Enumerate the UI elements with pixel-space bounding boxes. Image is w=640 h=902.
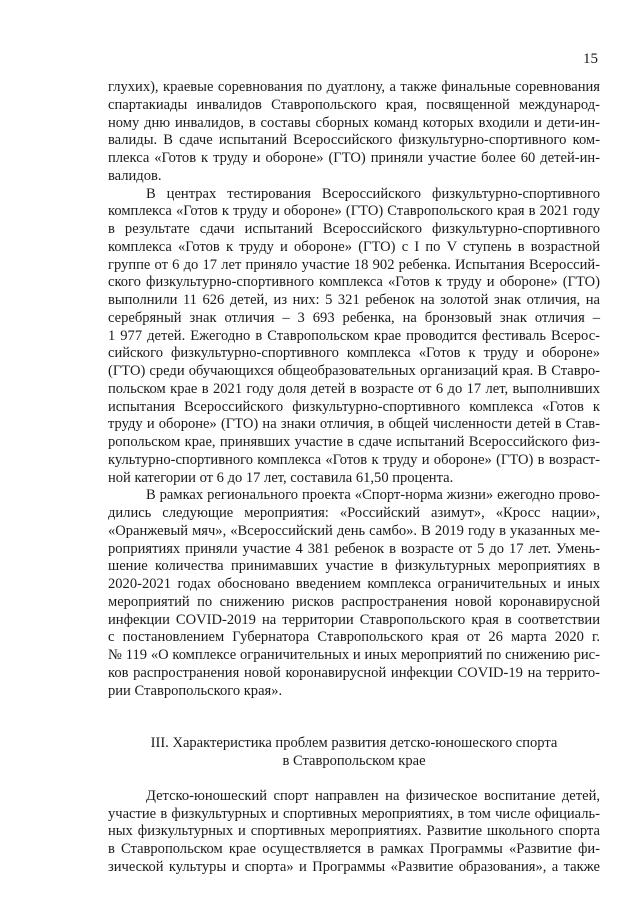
para3-line-5: шение количества принимавших участие в физкультурных мероприятиях в bbox=[108, 558, 600, 575]
para3-line-7: мероприятий по снижению рисков распространения новой коронавирусной bbox=[108, 593, 600, 610]
para2-line-16: культурно-спортивного комплекса «Готов к труду и обороне» (ГТО) в возраст- bbox=[108, 451, 600, 468]
document-body bbox=[108, 79, 600, 877]
para2-line-3: в результате сдачи испытаний Всероссийского физкультурно-спортивного bbox=[108, 221, 600, 237]
para2-line-5: группе от 6 до 17 лет приняло участие 18 902 ребенка. Испытания Всероссий- bbox=[108, 256, 600, 273]
para3-line-3: «Оранжевый мяч», «Всероссийский день самбо». В 2019 году в указанных ме- bbox=[108, 522, 600, 539]
para3-line-6: 2020-2021 годах обосновано введением комплекса ограничительных и иных bbox=[108, 576, 600, 592]
para2-line-13: испытания Всероссийского физкультурно-спортивного комплекса «Готов к bbox=[108, 398, 600, 415]
para3-line-1: В рамках регионального проекта «Спорт-норма жизни» ежегодно прово- bbox=[146, 487, 600, 504]
spacer bbox=[108, 771, 600, 788]
para2-line-10: сийского физкультурно-спортивного комплекса «Готов к труду и обороне» bbox=[108, 345, 600, 362]
para3-line-12: рии Ставропольского края». bbox=[108, 682, 283, 699]
para4-line-5: зической культуры и спорта» и Программы «Развитие образования», а также bbox=[108, 858, 600, 875]
para4-line-3: ных физкультурных и спортивных мероприятиях. Развитие школьного спорта bbox=[108, 823, 600, 840]
para1-line-4: валиды. В сдаче испытаний Всероссийского физкультурно-спортивного ком- bbox=[108, 132, 600, 149]
section-title-line-1: III. Характеристика проблем развития детско-юношеского спорта bbox=[150, 735, 558, 752]
para1-line-6: валидов. bbox=[108, 167, 162, 184]
para2-line-8: серебряный знак отличия – 3 693 ребенка, на бронзовый знак отличия – bbox=[108, 309, 600, 326]
para2-line-11: (ГТО) среди обучающихся общеобразовательных организаций края. В Ставро- bbox=[108, 363, 600, 379]
para2-line-12: польском крае в 2021 году доля детей в возрасте от 6 до 17 лет, выполнивших bbox=[108, 380, 600, 397]
para1-line-1: глухих), краевые соревнования по дуатлону, а также финальные соревнования bbox=[108, 79, 600, 95]
para3-line-10: № 119 «О комплексе ограничительных и иных мероприятий по снижению рис- bbox=[108, 647, 600, 663]
para4-line-1: Детско-юношеский спорт направлен на физическое воспитание детей, bbox=[146, 787, 600, 804]
para1-line-5: плекса «Готов к труду и обороне» (ГТО) приняли участие более 60 детей-ин- bbox=[108, 150, 600, 166]
para4-line-4: в Ставропольском крае осуществляется в рамках Программы «Развитие фи- bbox=[108, 841, 600, 857]
para2-line-17: ной категории от 6 до 17 лет, составила 61,50 процента. bbox=[108, 469, 454, 486]
para2-line-1: В центрах тестирования Всероссийского физкультурно-спортивного bbox=[146, 185, 600, 202]
para3-line-9: с постановлением Губернатора Ставропольского края от 26 марта 2020 г. bbox=[108, 629, 600, 646]
para3-line-11: ков распространения новой коронавирусной инфекции COVID-19 на террито- bbox=[108, 664, 600, 681]
para1-line-3: ному дню инвалидов, в составы сборных команд которых входили и дети-ин- bbox=[108, 114, 600, 131]
para2-line-15: ропольском крае, принявших участие в сдаче испытаний Всероссийского физ- bbox=[108, 434, 600, 450]
para3-line-4: роприятиях приняли участие 4 381 ребенок в возрасте от 5 до 17 лет. Умень- bbox=[108, 540, 600, 557]
page-number: 15 bbox=[583, 51, 598, 67]
section-title-line-2: в Ставропольском крае bbox=[282, 753, 426, 769]
para1-line-2: спартакиады инвалидов Ставропольского края, посвященной международ- bbox=[108, 96, 600, 113]
para2-line-2: комплекса «Готов к труду и обороне» (ГТО) Ставропольского края в 2021 году bbox=[108, 203, 600, 220]
para2-line-14: труду и обороне» (ГТО) на знаки отличия, в общей численности детей в Став- bbox=[108, 416, 600, 433]
para3-line-2: дились следующие мероприятия: «Российский азимут», «Кросс нации», bbox=[108, 505, 600, 521]
para2-line-7: выполнили 11 626 детей, из них: 5 321 ребенок на золотой знак отличия, на bbox=[108, 292, 600, 308]
para3-line-8: инфекции COVID-2019 на территории Ставропольского края в соответствии bbox=[108, 611, 600, 628]
para2-line-6: ского физкультурно-спортивного комплекса «Готов к труду и обороне» (ГТО) bbox=[108, 274, 600, 291]
para4-line-2: участие в физкультурных и спортивных мероприятиях, в том числе официаль- bbox=[108, 805, 600, 822]
para2-line-9: 1 977 детей. Ежегодно в Ставропольском крае проводится фестиваль Всерос- bbox=[108, 327, 600, 344]
spacer bbox=[108, 700, 600, 735]
para2-line-4: комплекса «Готов к труду и обороне» (ГТО) с I по V ступень в возрастной bbox=[108, 238, 600, 255]
